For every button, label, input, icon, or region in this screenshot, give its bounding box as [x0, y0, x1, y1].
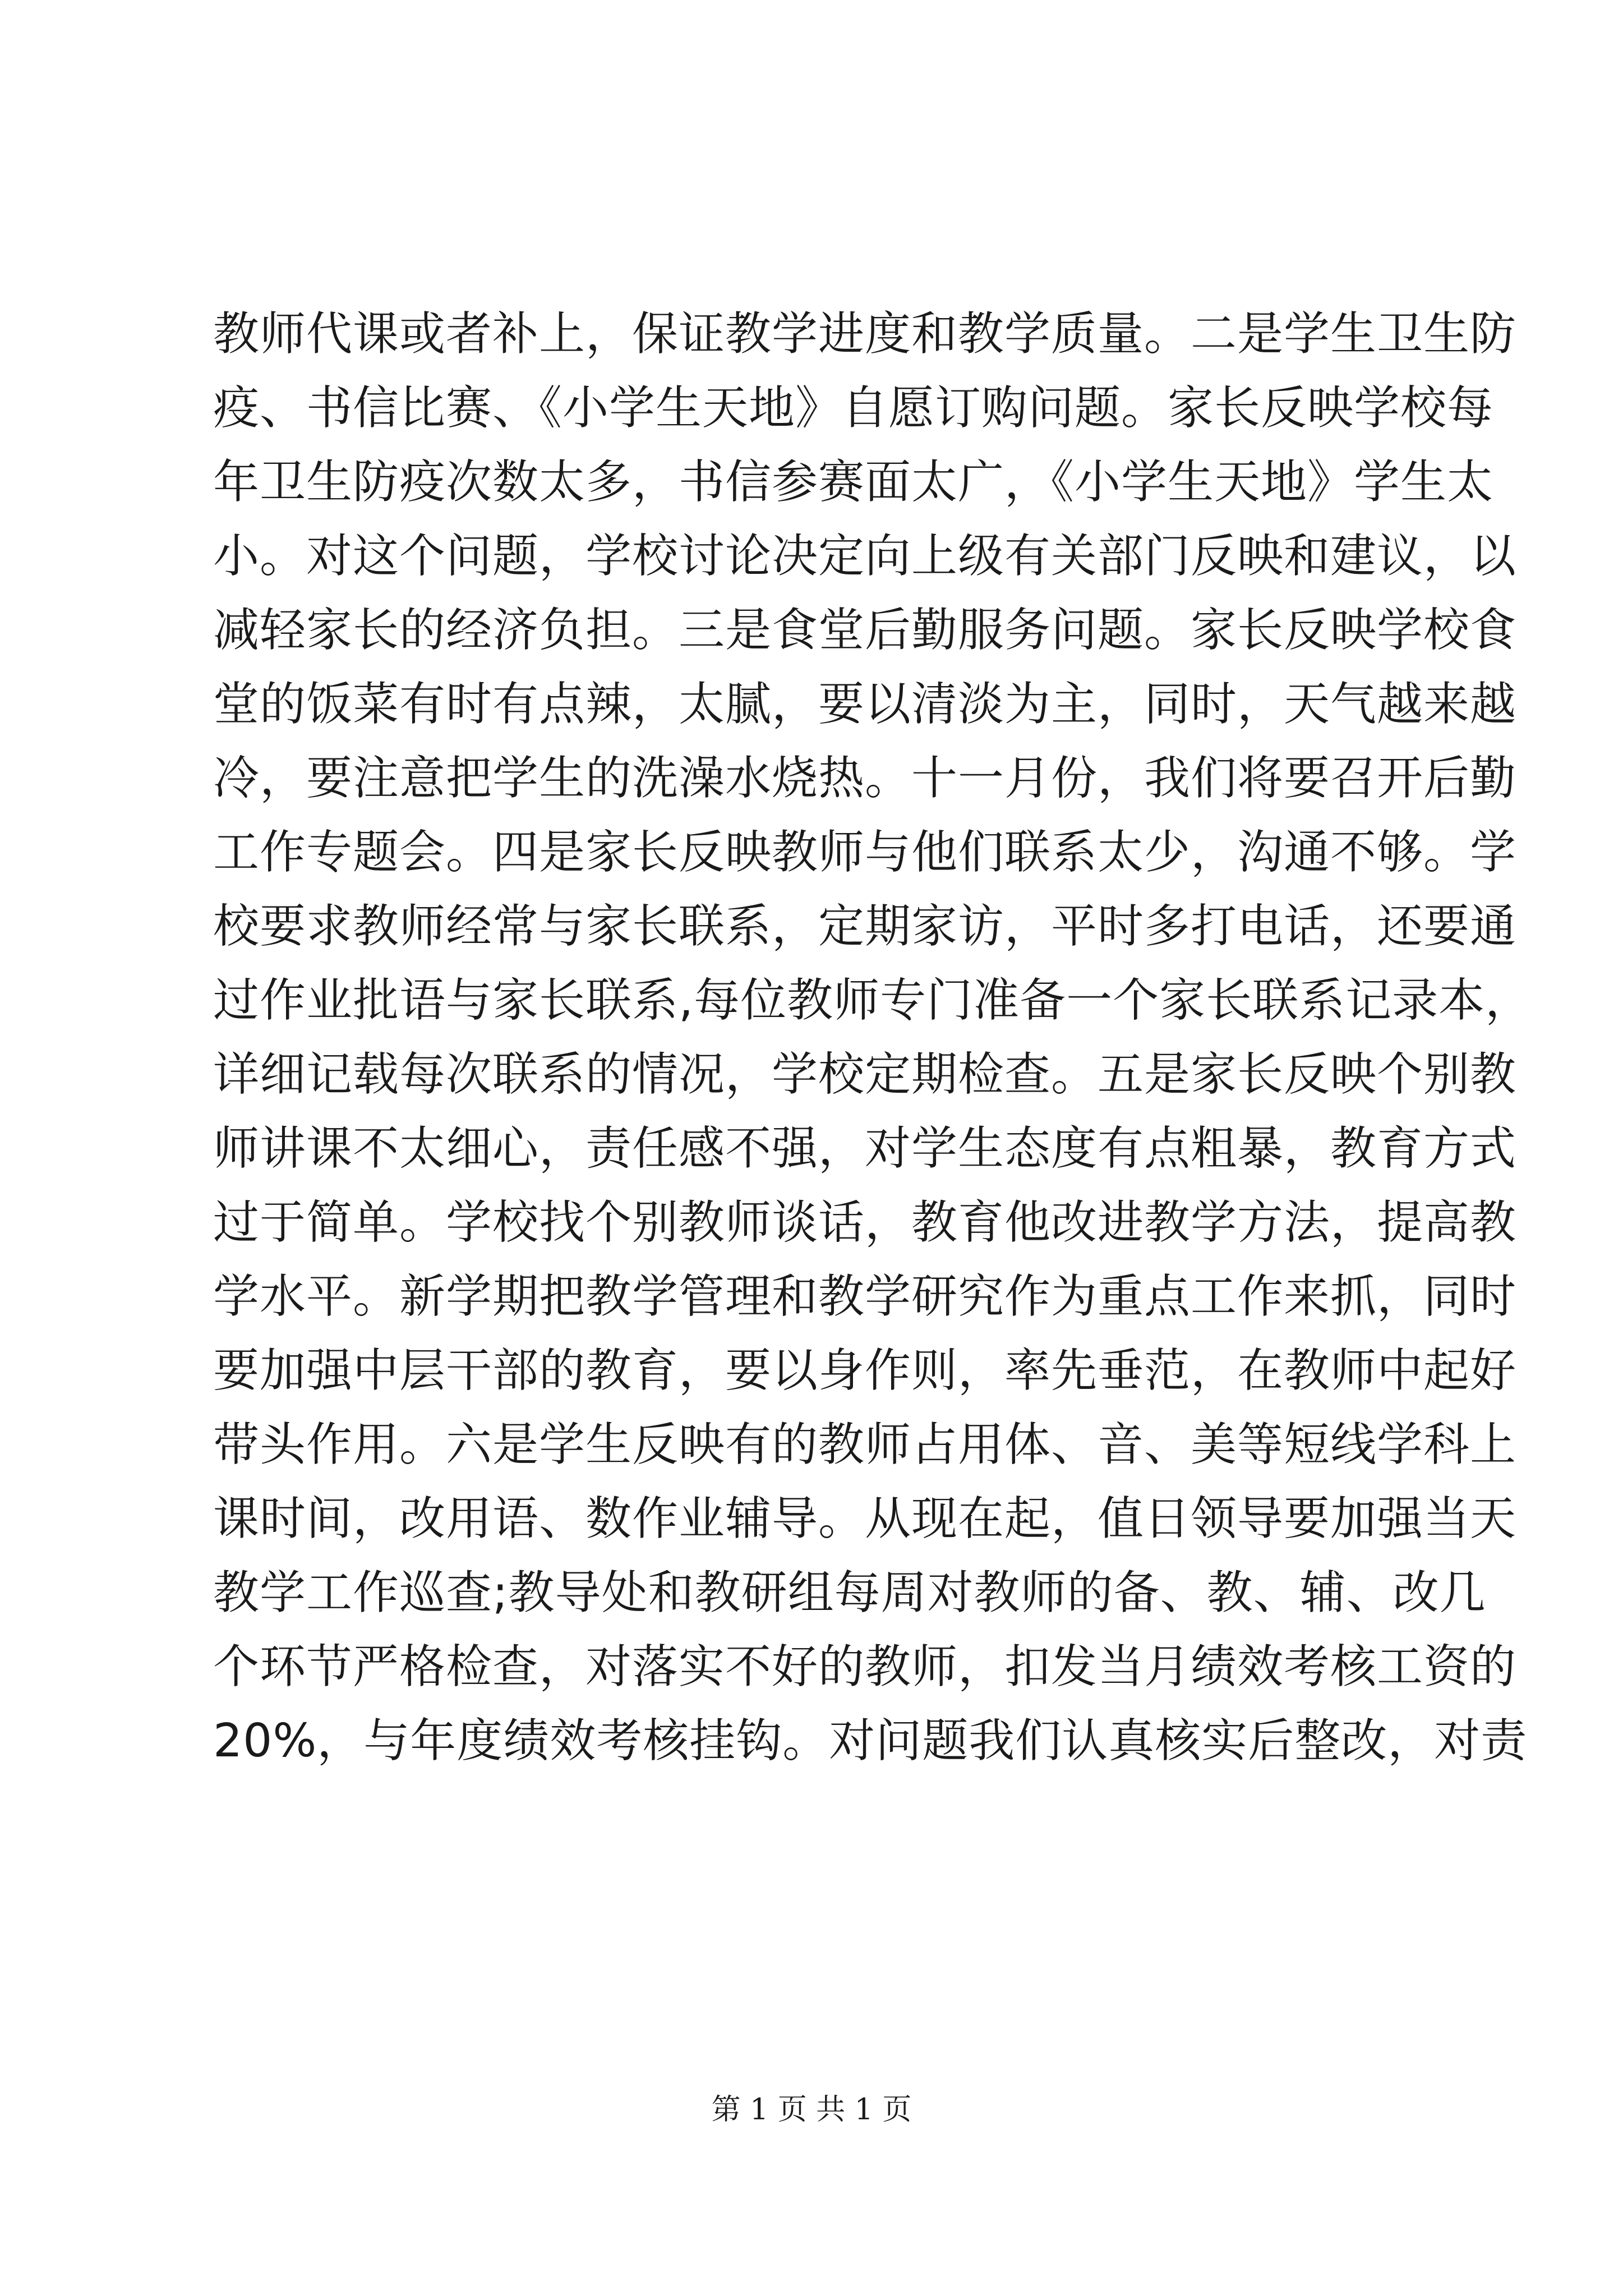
text-line: 小。对这个问题，学校讨论决定向上级有关部门反映和建议，以: [213, 530, 1517, 583]
text-line: 减轻家长的经济负担。三是食堂后勤服务问题。家长反映学校食: [213, 604, 1517, 657]
text-line: 课时间，改用语、数作业辅导。从现在起，值日领导要加强当天: [213, 1492, 1517, 1545]
text-line: 工作专题会。四是家长反映教师与他们联系太少，沟通不够。学: [213, 826, 1517, 879]
text-line: 带头作用。六是学生反映有的教师占用体、音、美等短线学科上: [213, 1418, 1517, 1471]
text-line: 堂的饭菜有时有点辣，太腻，要以清淡为主，同时，天气越来越: [213, 678, 1517, 731]
text-line: 疫、书信比赛、《小学生天地》自愿订购问题。家长反映学校每: [213, 381, 1494, 435]
text-line: 师讲课不太细心，责任感不强，对学生态度有点粗暴，教育方式: [213, 1122, 1517, 1175]
text-line: 校要求教师经常与家长联系，定期家访，平时多打电话，还要通: [213, 900, 1517, 953]
text-line: 个环节严格检查，对落实不好的教师，扣发当月绩效考核工资的: [213, 1640, 1517, 1694]
text-line: 教师代课或者补上，保证教学进度和教学质量。二是学生卫生防: [213, 307, 1517, 361]
text-line: 年卫生防疫次数太多，书信参赛面太广，《小学生天地》学生太: [213, 455, 1494, 509]
page-footer: 第 1 页 共 1 页: [711, 2093, 912, 2127]
text-line: 过于简单。学校找个别教师谈话，教育他改进教学方法，提高教: [213, 1196, 1517, 1249]
text-line: 学水平。新学期把教学管理和教学研究作为重点工作来抓，同时: [213, 1270, 1517, 1323]
text-line: 冷，要注意把学生的洗澡水烧热。十一月份，我们将要召开后勤: [213, 752, 1517, 805]
text-line: 详细记载每次联系的情况，学校定期检查。五是家长反映个别教: [213, 1048, 1517, 1101]
text-line: 20%，与年度绩效考核挂钩。对问题我们认真核实后整改，对责: [213, 1714, 1528, 1768]
body-text: [213, 297, 1532, 1778]
text-line: 教学工作巡查;教导处和教研组每周对教师的备、教、辅、改几: [213, 1566, 1486, 1619]
text-line: 过作业批语与家长联系,每位教师专门准备一个家长联系记录本，: [213, 974, 1532, 1027]
text-line: 要加强中层干部的教育，要以身作则，率先垂范，在教师中起好: [213, 1344, 1517, 1397]
